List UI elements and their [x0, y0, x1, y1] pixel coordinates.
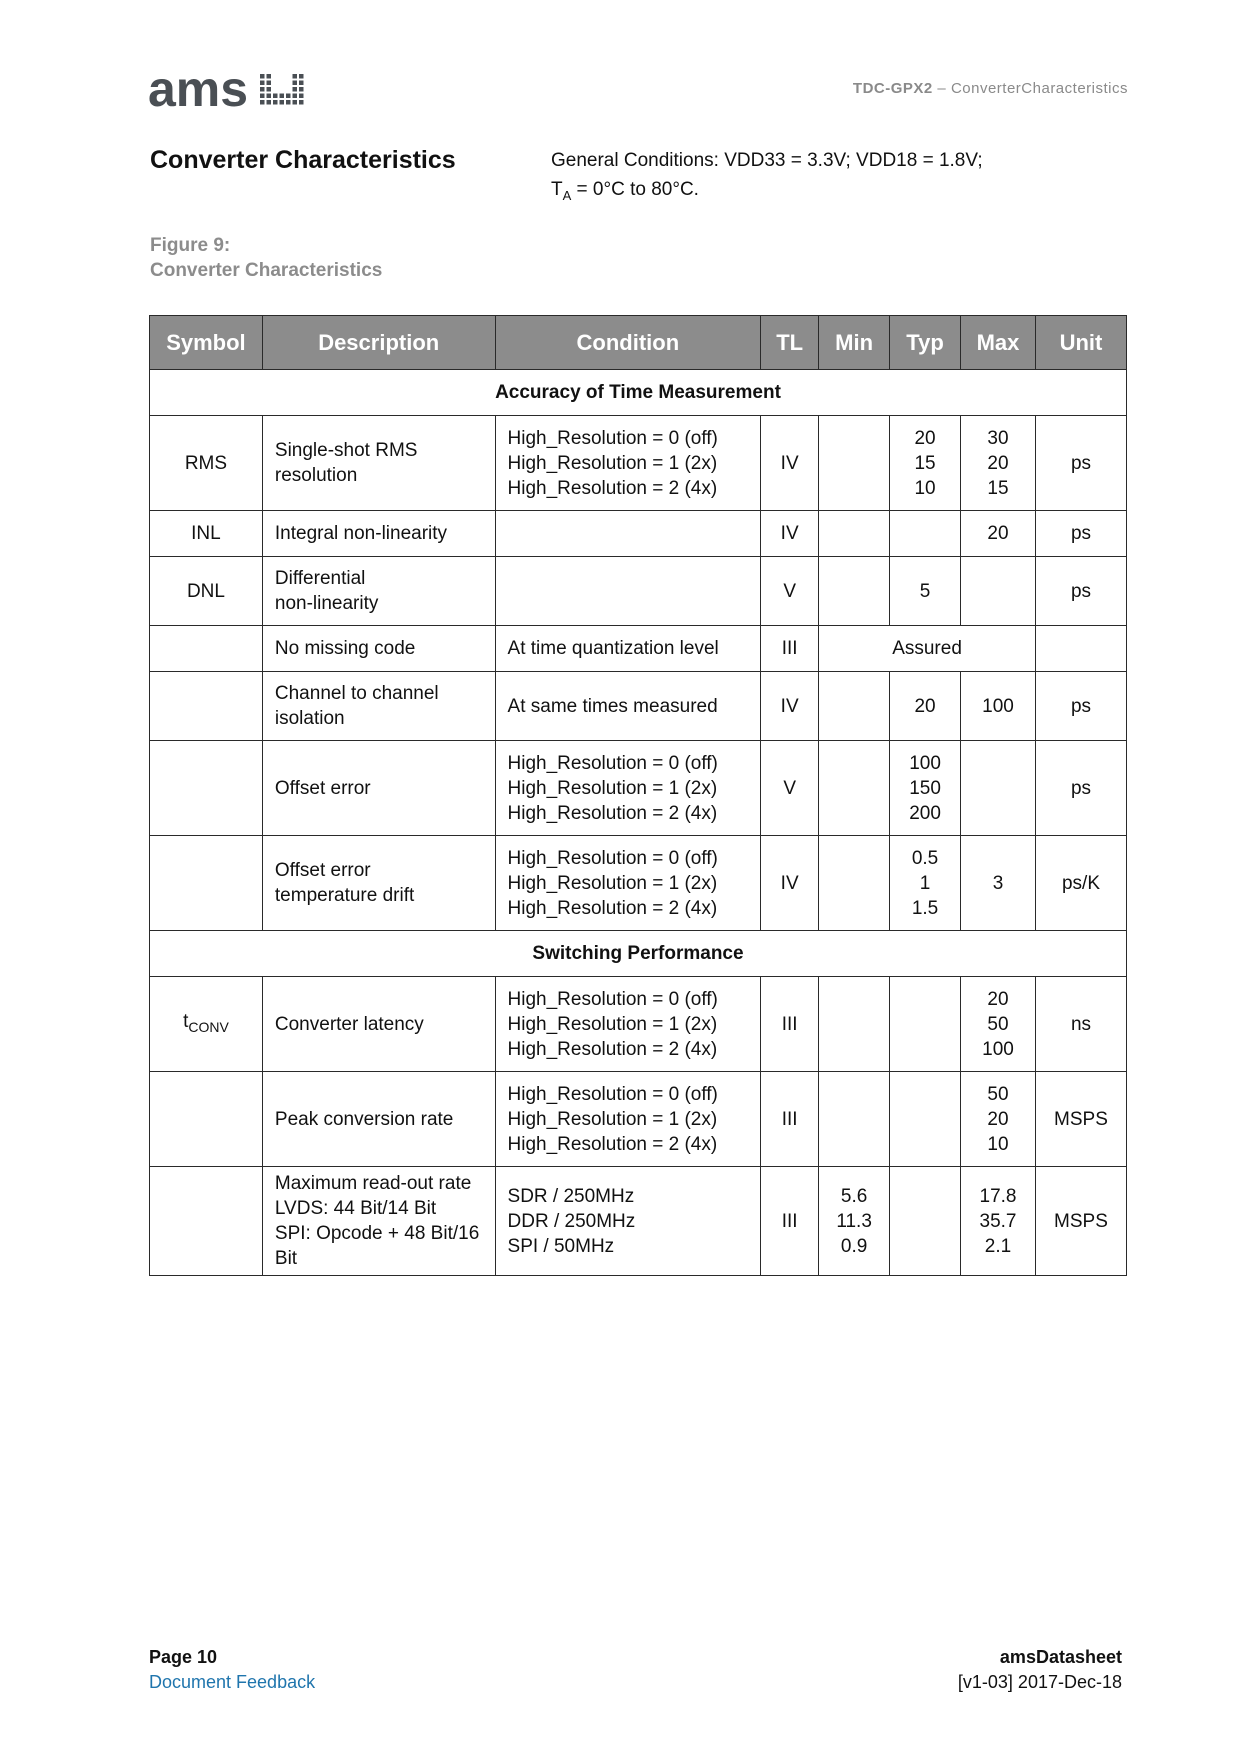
conditions-line1: General Conditions: VDD33 = 3.3V; VDD18 = 1.8V; [551, 150, 983, 171]
tl-cell: IV [761, 836, 819, 931]
symbol-cell [150, 741, 263, 836]
tl-cell: V [761, 741, 819, 836]
description-cell: Offset error [262, 741, 495, 836]
min-cell [819, 1072, 890, 1167]
min-cell [819, 416, 890, 511]
typ-cell: 0.5 1 1.5 [890, 836, 961, 931]
max-cell: 30 20 15 [961, 416, 1036, 511]
unit-cell: ps [1035, 511, 1126, 557]
document-feedback-link[interactable]: Document Feedback [149, 1672, 316, 1692]
description-cell: Integral non-linearity [262, 511, 495, 557]
description-cell: Channel to channel isolation [262, 672, 495, 741]
table-row [150, 741, 1127, 836]
section-title: Converter Characteristics [150, 146, 456, 174]
logo-dot [293, 100, 298, 105]
logo-dot [299, 94, 304, 99]
figure-number: Figure 9: [150, 235, 231, 256]
ta-range: = 0°C to 80°C. [571, 179, 699, 200]
unit-cell [1035, 626, 1126, 672]
section-title-cell: Accuracy of Time Measurement [150, 370, 1127, 416]
symbol-subscript: CONV [188, 1018, 229, 1035]
unit-cell: ps/K [1035, 836, 1126, 931]
logo-dot [267, 74, 272, 79]
description-cell: Maximum read-out rate LVDS: 44 Bit/14 Bit SPI: Opcode + 48 Bit/16 Bit [262, 1167, 495, 1276]
figure-title: Converter Characteristics [150, 260, 383, 281]
min-cell [819, 836, 890, 931]
table-row [150, 1072, 1127, 1167]
unit-cell: ps [1035, 672, 1126, 741]
unit-cell: MSPS [1035, 1072, 1126, 1167]
description-cell: Converter latency [262, 977, 495, 1072]
description-cell: Single-shot RMS resolution [262, 416, 495, 511]
typ-cell [890, 977, 961, 1072]
condition-cell: High_Resolution = 0 (off) High_Resolution = 1 (2x) High_Resolution = 2 (4x) [495, 836, 761, 931]
symbol-cell [150, 511, 263, 557]
description-cell: Differential non-linearity [262, 557, 495, 626]
table-body [150, 370, 1127, 1276]
tl-cell: IV [761, 672, 819, 741]
typ-cell [890, 511, 961, 557]
conditions-line2 [551, 175, 983, 210]
typ-cell: 20 15 10 [890, 416, 961, 511]
table-row [150, 511, 1127, 557]
figure-caption [150, 233, 382, 283]
description-cell: No missing code [262, 626, 495, 672]
typ-cell: 20 [890, 672, 961, 741]
column-header: Description [262, 316, 495, 370]
max-cell [961, 557, 1036, 626]
unit-cell: MSPS [1035, 1167, 1126, 1276]
symbol-cell [150, 672, 263, 741]
footer-left [149, 1645, 315, 1695]
section-row [150, 370, 1127, 416]
symbol-text: t [183, 1010, 189, 1032]
logo-dot [280, 100, 285, 105]
ams-logo [148, 66, 308, 114]
logo-dot [273, 94, 278, 99]
table-header-row [150, 316, 1127, 370]
converter-characteristics-table [149, 315, 1127, 1276]
unit-cell: ps [1035, 557, 1126, 626]
logo-dot [293, 74, 298, 79]
symbol-cell [150, 1072, 263, 1167]
max-cell: 3 [961, 836, 1036, 931]
description-cell: Peak conversion rate [262, 1072, 495, 1167]
max-cell: 20 [961, 511, 1036, 557]
table-row [150, 626, 1127, 672]
tl-cell: IV [761, 416, 819, 511]
general-conditions [551, 146, 983, 210]
tl-cell: III [761, 977, 819, 1072]
table-row [150, 977, 1127, 1072]
max-cell: 100 [961, 672, 1036, 741]
symbol-cell [150, 626, 263, 672]
typ-cell: 5 [890, 557, 961, 626]
symbol-text: DNL [186, 580, 225, 602]
symbol-text: INL [191, 523, 221, 544]
header-product: TDC-GPX2 [852, 80, 933, 97]
table-row [150, 416, 1127, 511]
symbol-cell [150, 977, 263, 1072]
logo-dot [260, 100, 265, 105]
logo-dot [286, 94, 291, 99]
symbol-cell [150, 1167, 263, 1276]
tl-cell: III [761, 1072, 819, 1167]
logo-dot [280, 94, 285, 99]
unit-cell: ps [1035, 416, 1126, 511]
max-cell: 17.8 35.7 2.1 [961, 1167, 1036, 1276]
doc-brand: ams [999, 1647, 1036, 1667]
logo-dot [260, 81, 265, 86]
column-header: Typ [890, 316, 961, 370]
condition-cell: High_Resolution = 0 (off) High_Resolution = 1 (2x) High_Resolution = 2 (4x) [495, 1072, 761, 1167]
condition-cell: High_Resolution = 0 (off) High_Resolution = 1 (2x) High_Resolution = 2 (4x) [495, 416, 761, 511]
unit-cell: ns [1035, 977, 1126, 1072]
ta-symbol: T [551, 179, 563, 200]
logo-dot [299, 100, 304, 105]
symbol-text: RMS [184, 452, 228, 474]
section-title-cell: Switching Performance [150, 931, 1127, 977]
logo-dot [260, 87, 265, 92]
column-header: Min [819, 316, 890, 370]
column-header: Unit [1035, 316, 1126, 370]
typ-cell: 100 150 200 [890, 741, 961, 836]
doc-type [958, 1645, 1122, 1670]
unit-cell: ps [1035, 741, 1126, 836]
condition-cell: At time quantization level [495, 626, 761, 672]
logo-dot [286, 100, 291, 105]
min-cell [819, 672, 890, 741]
logo-dot [299, 81, 304, 86]
min-cell: 5.6 11.3 0.9 [819, 1167, 890, 1276]
logo-dot [267, 81, 272, 86]
logo-dot [267, 100, 272, 105]
table-row [150, 557, 1127, 626]
symbol-cell [150, 836, 263, 931]
symbol-cell [150, 416, 263, 511]
symbol-cell [150, 557, 263, 626]
min-cell [819, 557, 890, 626]
logo-text: ams [148, 66, 249, 114]
logo-dot [293, 81, 298, 86]
condition-cell: At same times measured [495, 672, 761, 741]
logo-dot [273, 100, 278, 105]
min-cell [819, 511, 890, 557]
condition-cell [495, 557, 761, 626]
tl-cell: III [761, 1167, 819, 1276]
table-row [150, 836, 1127, 931]
typ-cell [890, 1167, 961, 1276]
table-row [150, 672, 1127, 741]
max-cell: 50 20 10 [961, 1072, 1036, 1167]
condition-cell: High_Resolution = 0 (off) High_Resolution = 1 (2x) High_Resolution = 2 (4x) [495, 741, 761, 836]
section-row [150, 931, 1127, 977]
column-header: Symbol [150, 316, 263, 370]
max-cell: 20 50 100 [961, 977, 1036, 1072]
min-typ-max-cell: Assured [819, 626, 1036, 672]
logo-dot [299, 74, 304, 79]
condition-cell: SDR / 250MHz DDR / 250MHz SPI / 50MHz [495, 1167, 761, 1276]
logo-dot [293, 94, 298, 99]
doc-type-label: Datasheet [1035, 1647, 1122, 1667]
typ-cell [890, 1072, 961, 1167]
condition-cell: High_Resolution = 0 (off) High_Resolution = 1 (2x) High_Resolution = 2 (4x) [495, 977, 761, 1072]
description-cell: Offset error temperature drift [262, 836, 495, 931]
min-cell [819, 741, 890, 836]
header-separator: – [932, 80, 951, 97]
page-number: Page 10 [149, 1647, 218, 1667]
doc-version: [v1-03] 2017-Dec-18 [957, 1672, 1122, 1692]
min-cell [819, 977, 890, 1072]
condition-cell [495, 511, 761, 557]
logo-dot [260, 94, 265, 99]
ta-subscript: A [562, 187, 572, 203]
logo-dot [260, 74, 265, 79]
logo-dot-grid [260, 74, 304, 105]
header-section: ConverterCharacteristics [950, 80, 1128, 97]
max-cell [961, 741, 1036, 836]
column-header: TL [761, 316, 819, 370]
column-header: Max [961, 316, 1036, 370]
logo-dot [267, 87, 272, 92]
tl-cell: IV [761, 511, 819, 557]
logo-dot [267, 94, 272, 99]
tl-cell: III [761, 626, 819, 672]
column-header: Condition [495, 316, 761, 370]
footer-right [958, 1645, 1122, 1695]
logo-dot [293, 87, 298, 92]
logo-dot [299, 87, 304, 92]
tl-cell: V [761, 557, 819, 626]
table-row [150, 1167, 1127, 1276]
running-header [853, 80, 1128, 97]
